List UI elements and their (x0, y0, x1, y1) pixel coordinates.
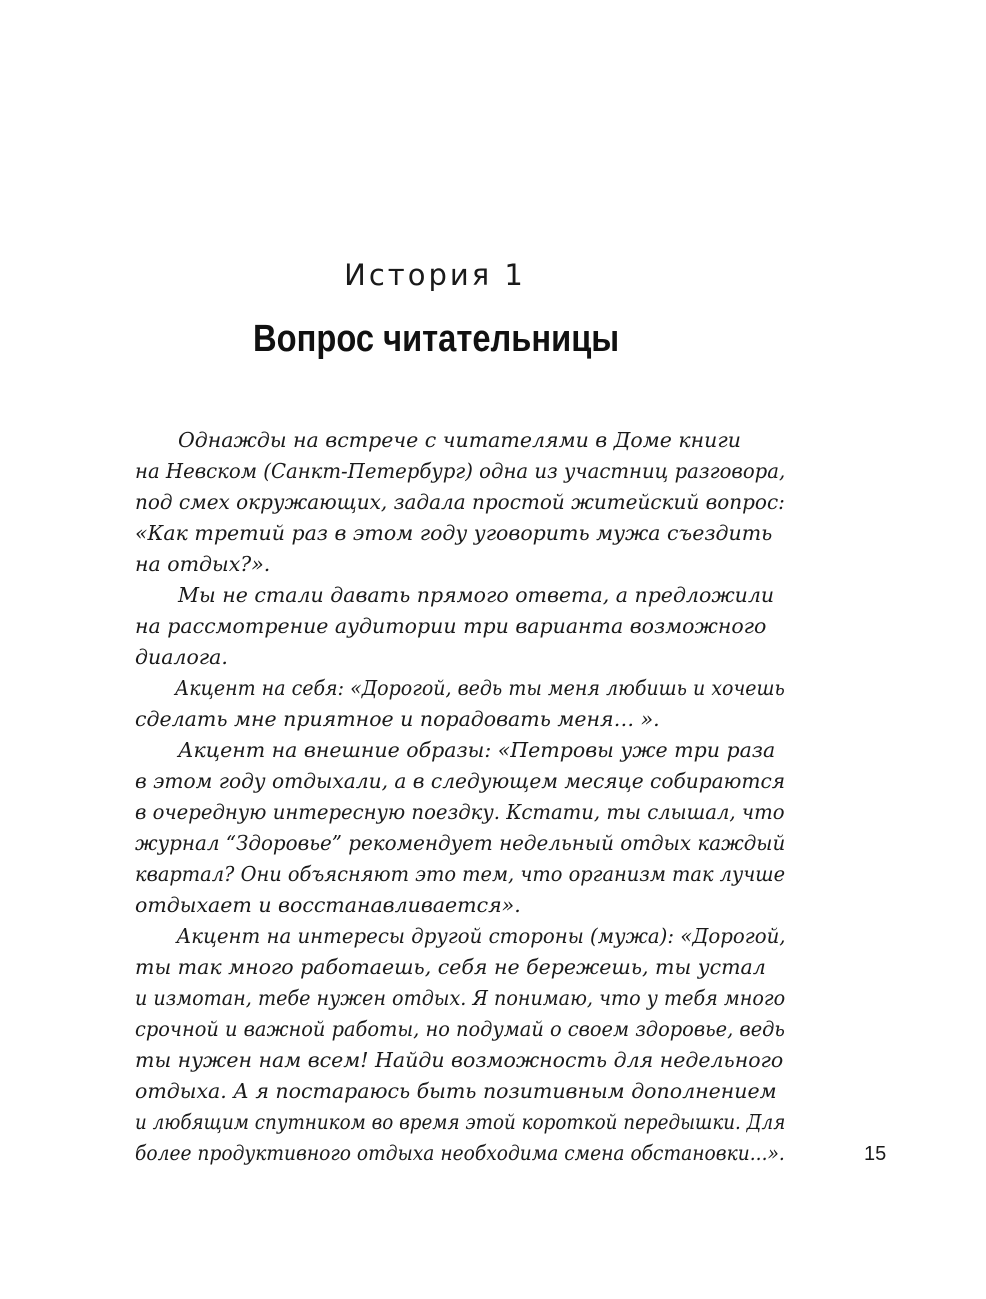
text-line: отдыха. А я постараюсь быть позитивным дополнением (135, 1079, 777, 1103)
text-line: журнал “Здоровье” рекомендует недельный отдых каждый (135, 831, 786, 855)
text-line: «Как третий раз в этом году уговорить мужа съездить (135, 521, 773, 545)
text-line: ты нужен нам всем! Найди возможность для недельного (135, 1048, 784, 1072)
text-line: Однажды на встрече с читателями в Доме книги (178, 428, 741, 452)
text-line: на Невском (Санкт-Петербург) одна из участниц разговора, (135, 459, 786, 483)
text-line: на рассмотрение аудитории три варианта возможного (135, 614, 767, 638)
text-line: и измотан, тебе нужен отдых. Я понимаю, что у тебя много (135, 986, 786, 1010)
text-line: Акцент на внешние образы: «Петровы уже три раза (178, 738, 776, 762)
text-line: Мы не стали давать прямого ответа, а предложили (178, 583, 775, 607)
body-text (135, 425, 785, 1169)
text-line: диалога. (135, 645, 228, 669)
text-line: на отдых?». (135, 552, 271, 576)
chapter-label: История 1 (344, 258, 526, 292)
page-number: 15 (864, 1143, 887, 1165)
text-line: сделать мне приятное и порадовать меня… ». (135, 707, 660, 731)
text-line: квартал? Они объясняют это тем, что организм так лучше (135, 862, 786, 886)
text-line: в этом году отдыхали, а в следующем месяце собираются (135, 769, 786, 793)
text-line: и любящим спутником во время этой короткой передышки. Для (135, 1110, 786, 1134)
text-line: в очередную интересную поездку. Кстати, ты слышал, что (135, 800, 785, 824)
text-line: Акцент на интересы другой стороны (мужа): «Дорогой, (176, 924, 786, 948)
text-line: отдыхает и восстанавливается». (135, 893, 521, 917)
text-line: срочной и важной работы, но подумай о своем здоровье, ведь (135, 1017, 785, 1041)
text-line: более продуктивного отдыха необходима смена обстановки...». (135, 1141, 785, 1165)
text-line: ты так много работаешь, себя не бережешь, ты устал (135, 955, 766, 979)
chapter-title: Вопрос читательницы (253, 318, 620, 360)
text-line: под смех окружающих, задала простой житейский вопрос: (135, 490, 785, 514)
text-line: Акцент на себя: «Дорогой, ведь ты меня любишь и хочешь (174, 676, 785, 700)
